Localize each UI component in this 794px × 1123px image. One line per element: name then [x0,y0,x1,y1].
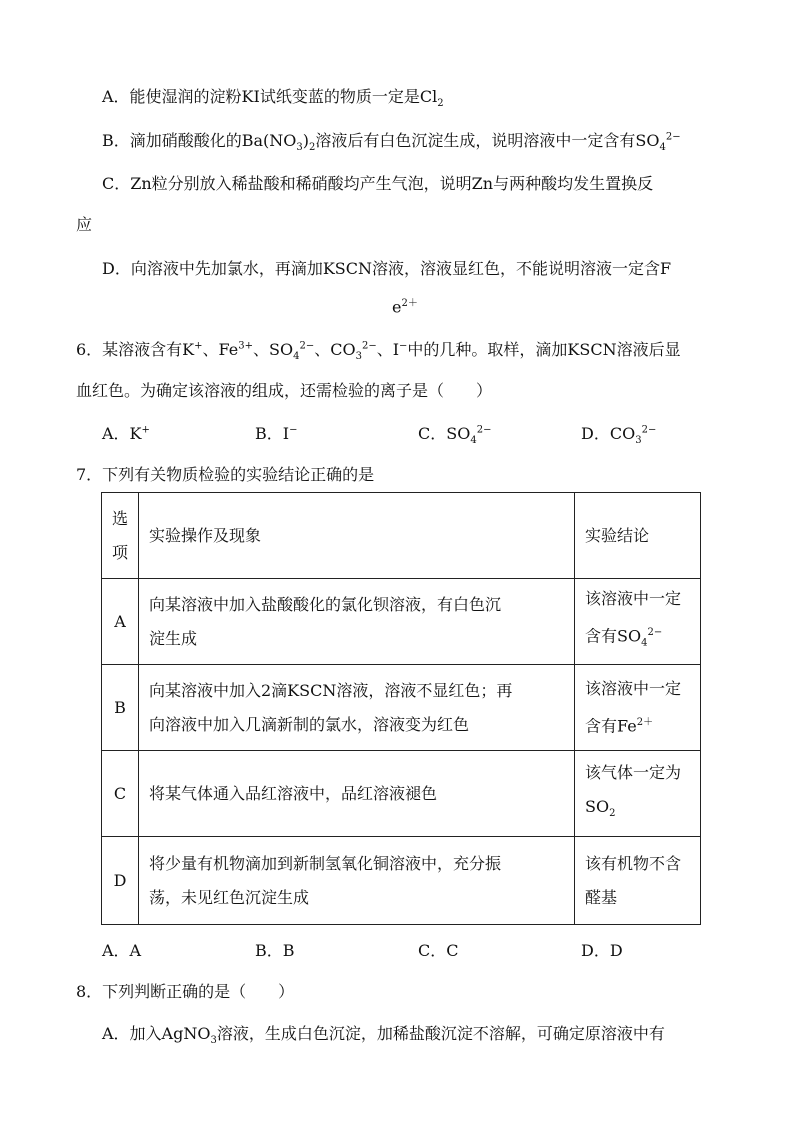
row-operation: 向某溶液中加入盐酸酸化的氯化钡溶液，有白色沉 淀生成 [139,579,575,665]
row-option: A [102,579,139,665]
row-option: D [102,837,139,925]
q5-option-a: A．能使湿润的淀粉KI试纸变蓝的物质一定是$Cl_2$ [102,87,444,110]
header-conclusion: 实验结论 [575,493,701,579]
q7-option-a: A．A [102,941,142,960]
q7-table [101,492,701,925]
q6-stem-line1: 6．某溶液含有K+、$Fe^{3+}$、$SO_4^{2-}$、$CO_3^{2-}$、I−中的几种。取样，滴加KSCN溶液后显 [76,340,681,363]
q6-option-b: B．I− [255,424,298,443]
q6-option-d: D．$CO_3^{2-}$ [581,424,657,447]
table-header-row [102,493,701,579]
row-conclusion: 该溶液中一定 含有$SO_4^{2-}$ [575,579,701,665]
header-operation: 实验操作及现象 [139,493,575,579]
table-row [102,751,701,837]
q6-stem-line2: 血红色。为确定该溶液的组成，还需检验的离子是（ ） [76,381,493,400]
q5-option-b: B．滴加硝酸酸化的$Ba(NO_3)_2$溶液后有白色沉淀生成，说明溶液中一定含有$SO_4^{2-}$ [102,131,681,154]
q8-option-a: A．加入AgNO$_3$溶液，生成白色沉淀，加稀盐酸沉淀不溶解，可确定原溶液中有 [102,1024,665,1047]
q8-stem: 8．下列判断正确的是（ ） [76,982,295,1001]
row-option: B [102,665,139,751]
q7-option-d: D．D [581,941,623,960]
row-operation: 向某溶液中加入2滴KSCN溶液，溶液不显红色；再 向溶液中加入几滴新制的氯水，溶液变为红色 [139,665,575,751]
row-operation: 将某气体通入品红溶液中，品红溶液褪色 [139,751,575,837]
row-conclusion: 该有机物不含 醛基 [575,837,701,925]
q7-stem: 7．下列有关物质检验的实验结论正确的是 [76,465,375,484]
q5-option-d-line2: $e^{2+}$ [392,297,418,317]
header-option: 选 项 [102,493,139,579]
table-row [102,579,701,665]
q5-option-c-line2: 应 [76,215,93,234]
table-row [102,837,701,925]
row-conclusion: 该溶液中一定 含有$Fe^{2+}$ [575,665,701,751]
row-conclusion: 该气体一定为 $SO_2$ [575,751,701,837]
q5-option-d-line1: D．向溶液中先加氯水，再滴加KSCN溶液，溶液显红色，不能说明溶液一定含F [102,259,672,278]
q6-option-a: A．K+ [102,424,150,443]
q5-option-c-line1: C．Zn粒分别放入稀盐酸和稀硝酸均产生气泡，说明Zn与两种酸均发生置换反 [102,174,654,193]
q7-option-b: B．B [255,941,295,960]
row-operation: 将少量有机物滴加到新制氢氧化铜溶液中，充分振 荡，未见红色沉淀生成 [139,837,575,925]
row-option: C [102,751,139,837]
q7-option-c: C．C [418,941,459,960]
table-row [102,665,701,751]
q6-option-c: C．$SO_4^{2-}$ [418,424,492,447]
